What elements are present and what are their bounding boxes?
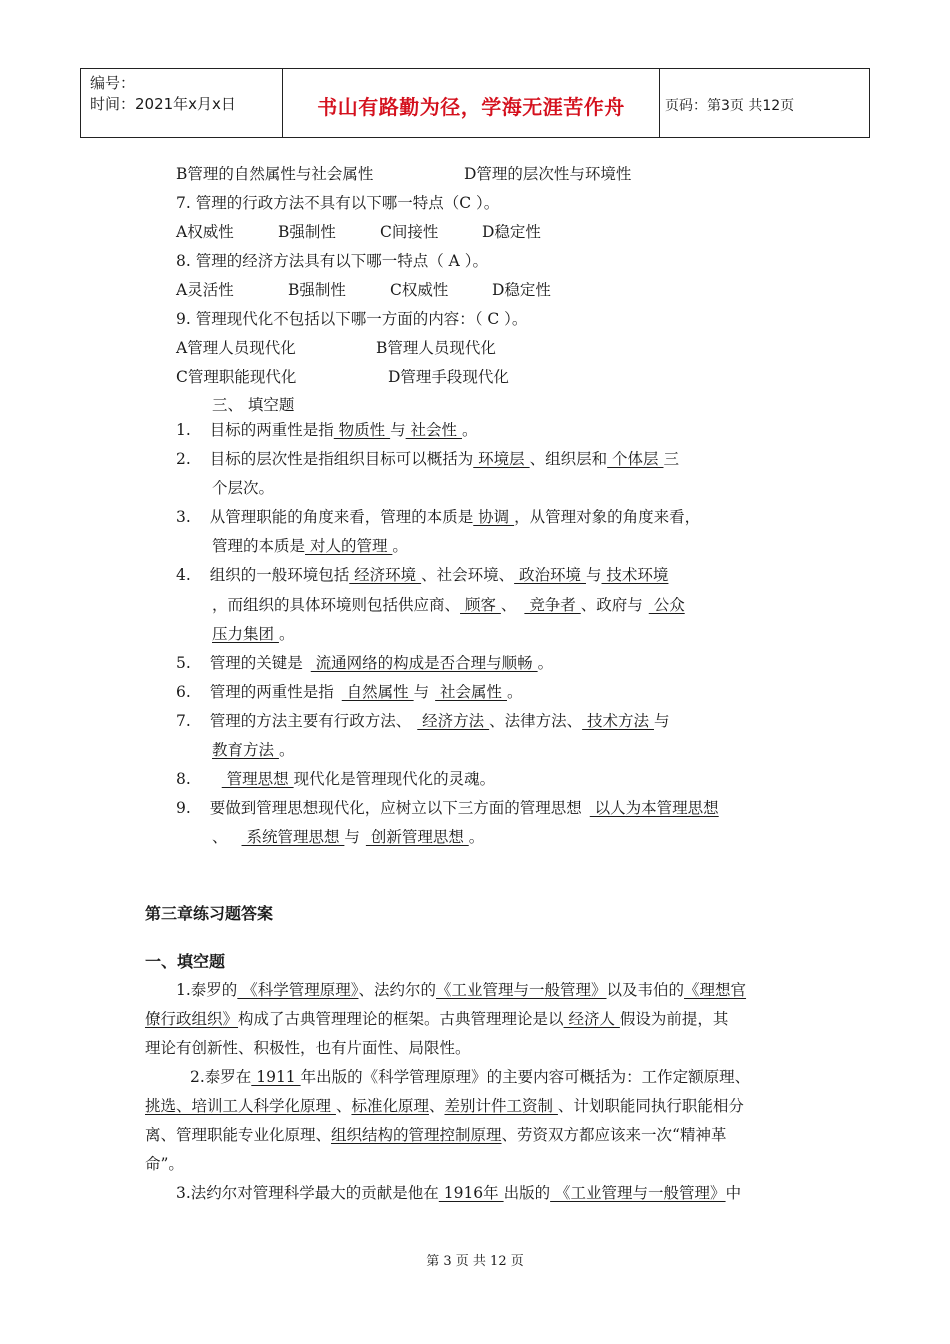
chapter3-title: 第三章练习题答案 [145,904,274,923]
item-number: 2. [176,450,191,468]
item-number: 7. [176,712,191,730]
answer-blank: 《工业管理与一般管理》 [550,1184,726,1202]
answer-blank: 竞争者 [524,596,581,614]
document-header [80,68,870,138]
answer-blank: 《理想官 [684,981,747,999]
q7-option-a: A权威性 [176,223,234,241]
answer-blank: 技术环境 [601,566,669,584]
fill-item-4: 4. 组织的一般环境包括 经济环境 、社会环境、 政治环境 与 技术环境 [176,566,669,584]
q7-option-c: C间接性 [380,223,439,241]
answer-blank: 标准化原理 [351,1097,429,1115]
prev-option-b: B管理的自然属性与社会属性 [176,165,374,183]
q7-option-b: B强制性 [278,223,336,241]
answer-blank: 经济环境 [349,566,422,584]
answer-blank: 顾客 [460,596,501,614]
chapter3-section1-title: 一、填空题 [145,952,226,971]
fill-item-2-cont: 个层次。 [212,479,275,497]
answer-blank: 协调 [473,508,515,526]
answer-blank: 管理思想 [221,770,294,788]
ch3-p2-line1: 2.泰罗在 1911 年出版的《科学管理原理》的主要内容可概括为：工作定额原理、 [190,1068,751,1086]
page-footer: 第 3 页 共 12 页 [426,1254,524,1269]
ch3-p2-line3: 离、管理职能专业化原理、组织结构的管理控制原理、劳资双方都应该来一次“精神革 [145,1126,727,1144]
answer-blank: 压力集团 [212,625,279,643]
answer-blank: 对人的管理 [305,537,393,555]
answer-blank: 系统管理思想 [241,828,345,846]
q9-option-c: C管理职能现代化 [176,368,297,386]
q9-option-a: A管理人员现代化 [176,339,296,357]
header-left-border [80,69,81,137]
header-meta [90,73,236,115]
prev-option-d: D管理的层次性与环境性 [464,165,632,183]
answer-blank: 环境层 [473,450,530,468]
answer-blank: 《工业管理与一般管理》 [436,981,607,999]
header-page-number: 页码：第3页 共12页 [665,98,795,114]
q8-option-a: A灵活性 [176,281,234,299]
time-label: 时间：2021年x月x日 [90,95,236,113]
answer-blank: 《科学管理原理》 [237,981,359,999]
answer-blank: 公众 [648,596,685,614]
answer-blank: 技术方法 [582,712,654,730]
answer-blank: 政治环境 [514,566,586,584]
fill-item-3: 3. 从管理职能的角度来看，管理的本质是 协调 ，从管理对象的角度来看， [176,508,701,526]
answer-blank: 僚行政组织》 [145,1010,239,1028]
fill-item-6: 6. 管理的两重性是指 自然属性 与 社会属性 。 [176,683,523,701]
fill-item-7-cont: 教育方法 。 [212,741,295,759]
ch3-p1-line1: 1.泰罗的 《科学管理原理》、法约尔的《工业管理与一般管理》以及韦伯的《理想官 [176,981,747,999]
header-motto: 书山有路勤为径，学海无涯苦作舟 [317,95,625,119]
header-right-border [869,69,870,137]
item-number: 8. [176,770,191,788]
fill-item-1: 1. 目标的两重性是指 物质性 与 社会性 。 [176,421,478,439]
answer-blank: 组织结构的管理控制原理 [331,1126,502,1144]
ch3-p1-line2: 僚行政组织》构成了古典管理理论的框架。古典管理理论是以 经济人 假设为前提，其 [145,1010,729,1028]
answer-blank: 社会性 [405,421,462,439]
answer-blank: 差别计件工资制 [444,1097,558,1115]
q7-stem: 7. 管理的行政方法不具有以下哪一特点（C ）。 [176,194,500,212]
q8-stem: 8. 管理的经济方法具有以下哪一特点（ A ）。 [176,252,489,270]
answer-blank: 以人为本管理思想 [589,799,719,817]
code-label: 编号： [90,74,136,92]
fill-item-5: 5. 管理的关键是 流通网络的构成是否合理与顺畅 。 [176,654,554,672]
item-number: 5. [176,654,191,672]
fill-item-8: 8. 管理思想 现代化是管理现代化的灵魂。 [176,770,496,788]
item-number: 3. [176,508,191,526]
answer-blank: 教育方法 [212,741,279,759]
answer-blank: 社会属性 [435,683,507,701]
answer-blank: 挑选、培训工人科学化原理 [145,1097,336,1115]
answer-blank: 自然属性 [341,683,414,701]
answer-blank: 物质性 [333,421,391,439]
ch3-p2-line2: 挑选、培训工人科学化原理 、标准化原理、差别计件工资制 、计划职能同执行职能相分 [145,1097,744,1115]
q9-option-b: B管理人员现代化 [376,339,496,357]
fill-item-3-cont: 管理的本质是 对人的管理 。 [212,537,408,555]
fill-item-7: 7. 管理的方法主要有行政方法、 经济方法 、法律方法、 技术方法 与 [176,712,670,730]
q9-stem: 9. 管理现代化不包括以下哪一方面的内容：（ C ）。 [176,310,528,328]
fill-item-4-cont: ，而组织的具体环境则包括供应商、 顾客 、 竞争者 、政府与 公众 [212,596,685,614]
answer-blank: 经济方法 [417,712,490,730]
item-number: 4. [176,566,191,584]
fill-item-9-cont: 、 系统管理思想 与 创新管理思想 。 [212,828,485,846]
q8-option-b: B强制性 [288,281,346,299]
fill-item-9: 9. 要做到管理思想现代化，应树立以下三方面的管理思想 以人为本管理思想 [176,799,719,817]
item-number: 6. [176,683,191,701]
fill-item-4-cont2: 压力集团 。 [212,625,295,643]
q9-option-d: D管理手段现代化 [388,368,509,386]
answer-blank: 个体层 [607,450,664,468]
answer-blank: 创新管理思想 [365,828,469,846]
answer-blank: 1916年 [438,1184,504,1202]
q8-option-d: D稳定性 [492,281,551,299]
answer-blank: 经济人 [563,1010,620,1028]
item-number: 1. [176,421,191,439]
answer-blank: 1911 [251,1068,301,1086]
fill-item-2: 2. 目标的层次性是指组织目标可以概括为 环境层 、组织层和 个体层 三 [176,450,679,468]
item-number: 9. [176,799,191,817]
q8-option-c: C权威性 [390,281,449,299]
ch3-p3-line1: 3.法约尔对管理科学最大的贡献是他在 1916年 出版的 《工业管理与一般管理》中 [176,1184,742,1202]
ch3-p2-line4: 命”。 [145,1155,184,1173]
answer-blank: 流通网络的构成是否合理与顺畅 [310,654,538,672]
ch3-p1-line3: 理论有创新性、积极性，也有片面性、局限性。 [145,1039,471,1057]
q7-option-d: D稳定性 [482,223,541,241]
fill-section-title: 三、 填空题 [212,396,295,414]
